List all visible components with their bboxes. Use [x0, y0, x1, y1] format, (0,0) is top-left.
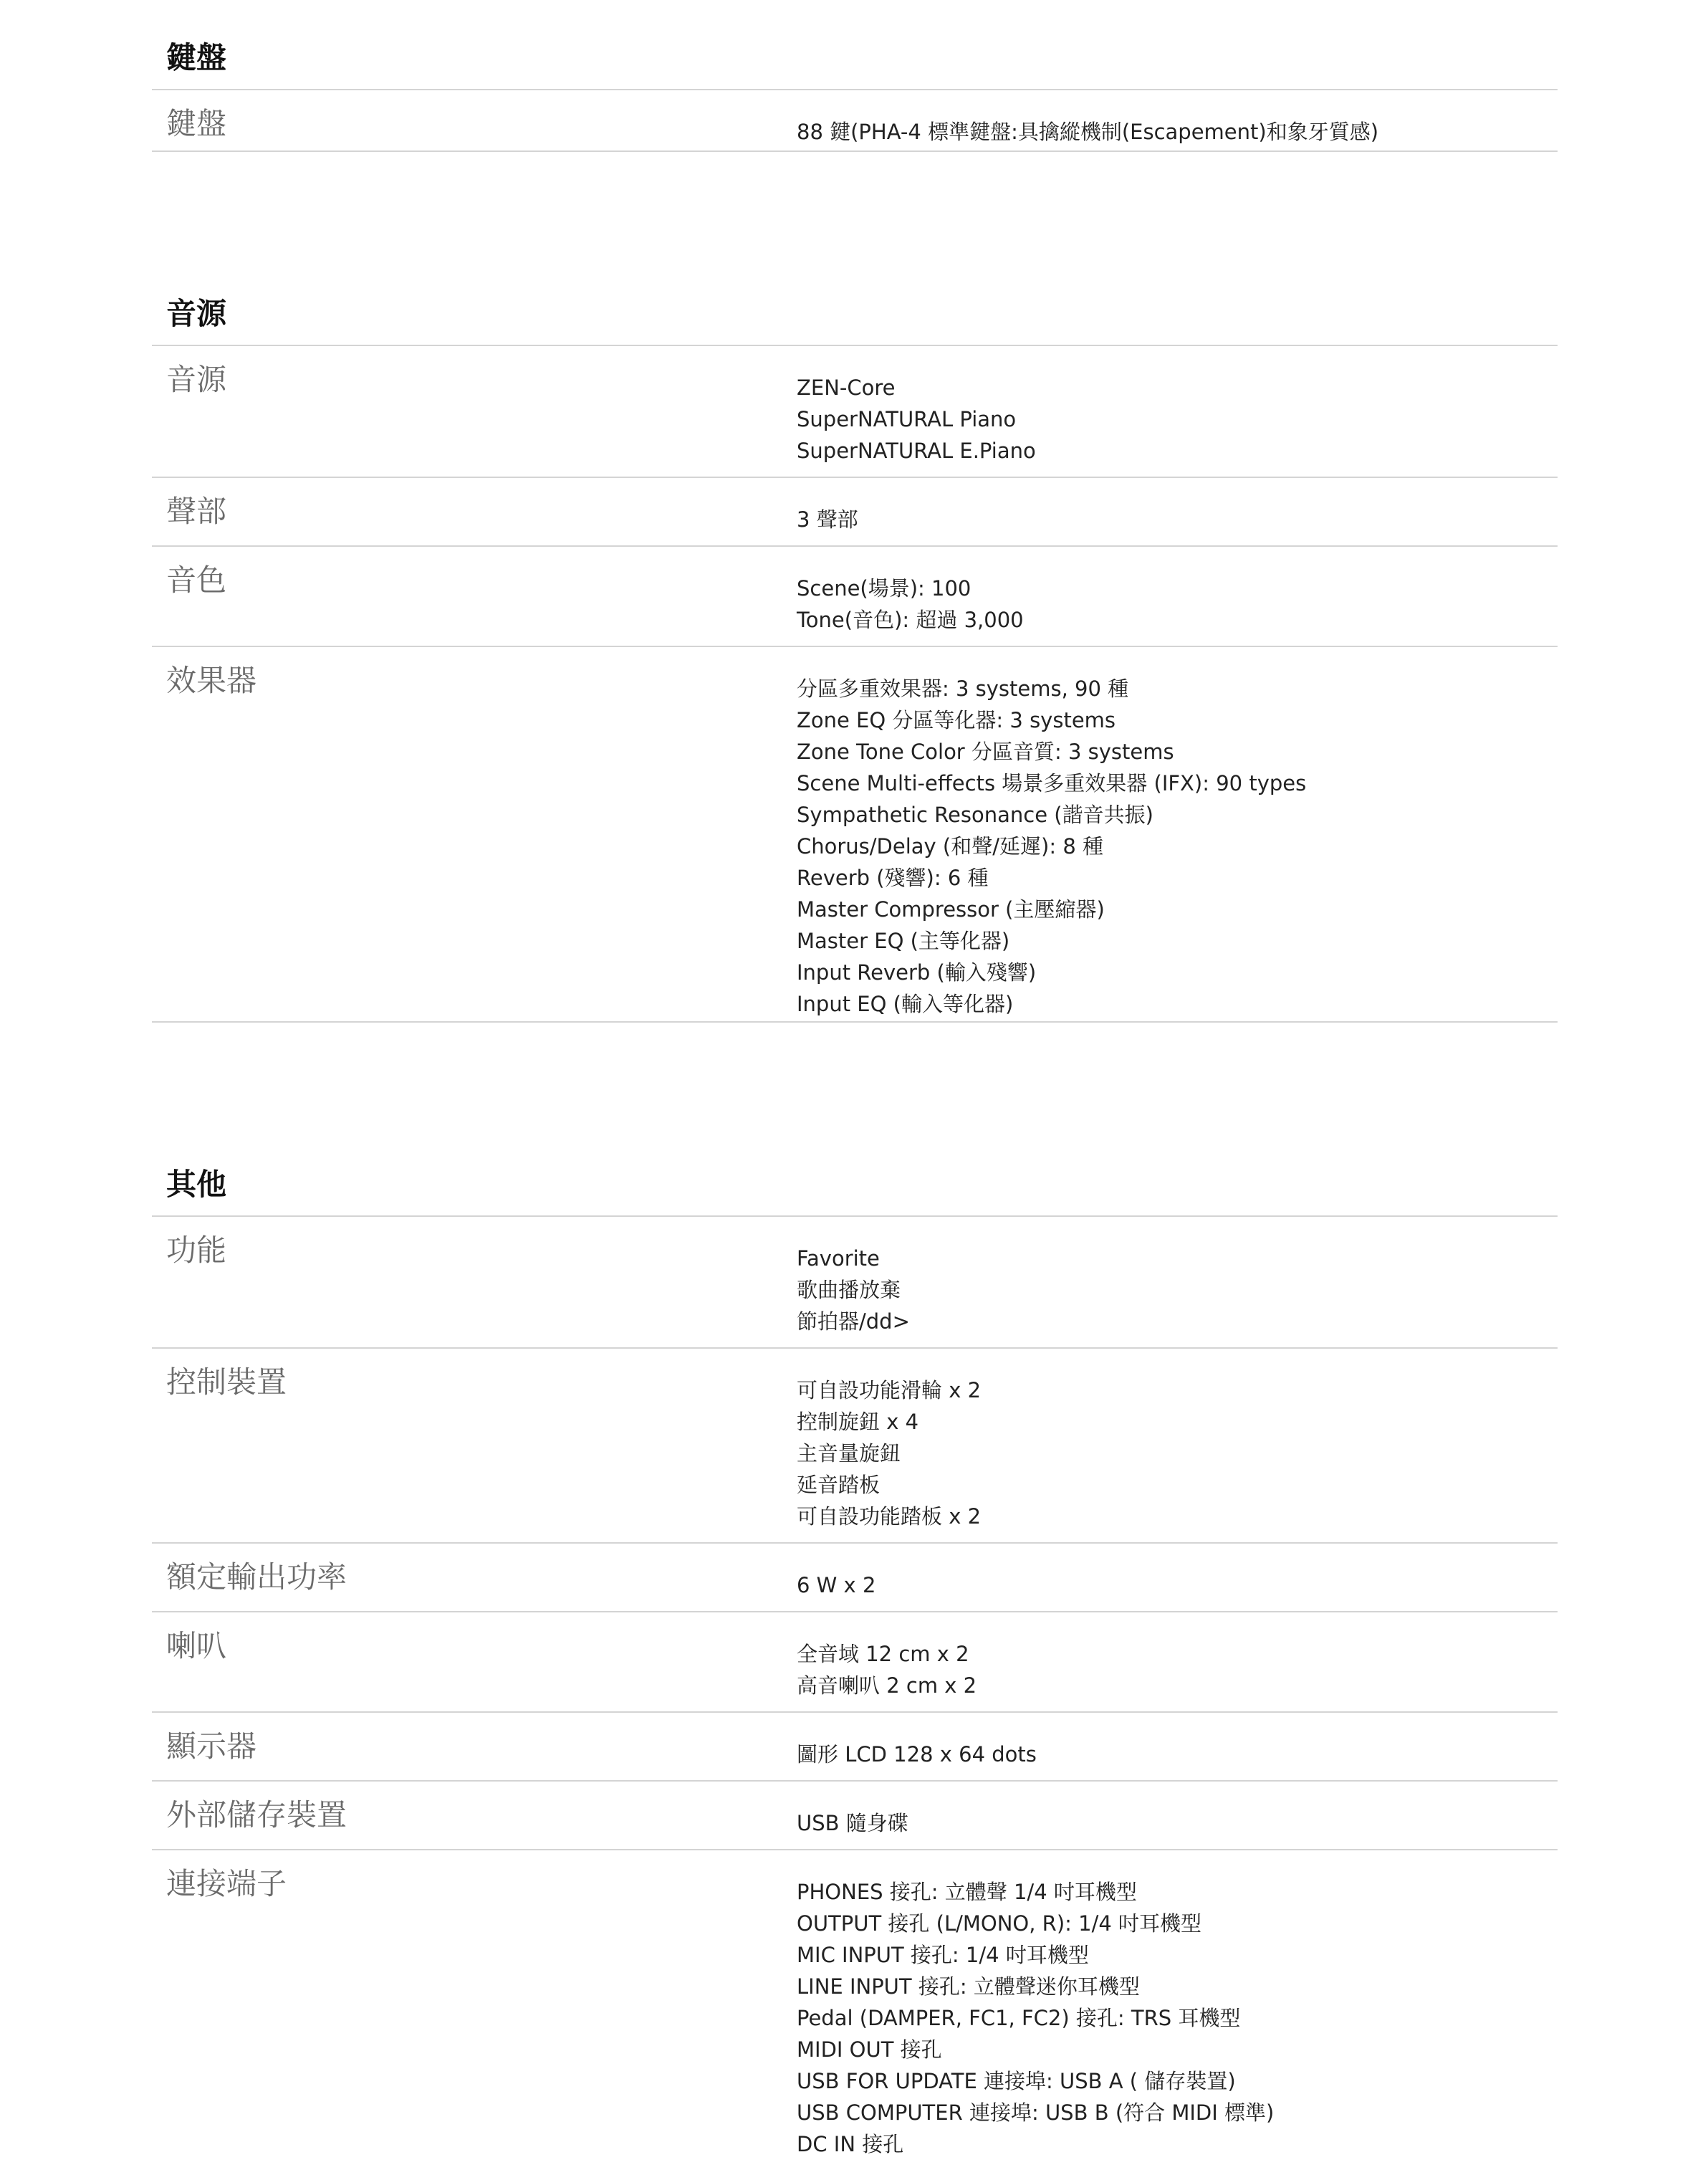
- spec-value: PHONES 接孔: 立體聲 1/4 吋耳機型: [797, 1880, 1137, 1904]
- spec-values: [797, 1569, 875, 1601]
- spec-table: [152, 345, 1558, 1023]
- spec-label: 效果器: [166, 663, 257, 698]
- spec-value: 分區多重效果器: 3 systems, 90 種: [797, 677, 1129, 701]
- spec-value: 節拍器/dd>: [797, 1309, 910, 1334]
- spec-value: ZEN-Core: [797, 376, 896, 400]
- spec-value: 延音踏板: [797, 1473, 881, 1497]
- spec-values: [797, 504, 858, 535]
- spec-value: DC IN 接孔: [797, 2132, 904, 2156]
- spec-value: Input Reverb (輸入殘響): [797, 960, 1037, 985]
- spec-value: 可自設功能踏板 x 2: [797, 1504, 982, 1529]
- spec-label: 額定輸出功率: [166, 1559, 347, 1595]
- spec-value: 主音量旋鈕: [797, 1441, 901, 1466]
- spec-values: [797, 116, 1378, 148]
- section-title: 音源: [166, 296, 227, 331]
- spec-value: USB 隨身碟: [797, 1811, 908, 1835]
- spec-label: 連接端子: [166, 1866, 287, 1901]
- spec-label: 控制裝置: [166, 1364, 287, 1400]
- spec-row: [152, 1217, 1558, 1349]
- spec-value: SuperNATURAL E.Piano: [797, 439, 1036, 463]
- spec-value: MIC INPUT 接孔: 1/4 吋耳機型: [797, 1943, 1089, 1967]
- spec-values: [797, 1739, 1037, 1770]
- spec-row: [152, 1782, 1558, 1850]
- section-title: 鍵盤: [166, 40, 227, 75]
- spec-label: 鍵盤: [166, 106, 227, 141]
- spec-label: 聲部: [166, 494, 227, 529]
- spec-row: [152, 1850, 1558, 2180]
- spec-value: MIDI OUT 接孔: [797, 2037, 942, 2062]
- spec-values: [797, 372, 1036, 467]
- spec-value: Master Compressor (主壓縮器): [797, 897, 1105, 922]
- spec-value: USB COMPUTER 連接埠: USB B (符合 MIDI 標準): [797, 2100, 1275, 2125]
- spec-value: 3 聲部: [797, 507, 858, 532]
- spec-value: 控制旋鈕 x 4: [797, 1410, 919, 1434]
- spec-row: [152, 547, 1558, 647]
- spec-row: [152, 478, 1558, 547]
- spec-label: 顯示器: [166, 1729, 257, 1764]
- spec-values: [797, 1876, 1274, 2160]
- spec-value: USB FOR UPDATE 連接埠: USB A ( 儲存裝置): [797, 2069, 1236, 2093]
- spec-value: 高音喇叭 2 cm x 2: [797, 1673, 977, 1698]
- spec-value: Zone Tone Color 分區音質: 3 systems: [797, 740, 1174, 764]
- spec-value: Scene Multi-effects 場景多重效果器 (IFX): 90 types: [797, 771, 1307, 795]
- spec-row: [152, 346, 1558, 478]
- spec-value: 全音域 12 cm x 2: [797, 1642, 969, 1666]
- spec-value: Pedal (DAMPER, FC1, FC2) 接孔: TRS 耳機型: [797, 2006, 1241, 2030]
- spec-value: Input EQ (輸入等化器): [797, 992, 1014, 1016]
- spec-row: [152, 1349, 1558, 1544]
- spec-value: Tone(音色): 超過 3,000: [797, 608, 1024, 632]
- spec-label: 外部儲存裝置: [166, 1797, 347, 1832]
- spec-value: Zone EQ 分區等化器: 3 systems: [797, 708, 1116, 732]
- spec-values: [797, 673, 1306, 1020]
- spec-value: Chorus/Delay (和聲/延遲): 8 種: [797, 834, 1103, 859]
- spec-row: [152, 1544, 1558, 1612]
- spec-label: 音色: [166, 563, 227, 598]
- spec-value: OUTPUT 接孔 (L/MONO, R): 1/4 吋耳機型: [797, 1911, 1202, 1936]
- spec-table: [152, 1215, 1558, 2180]
- spec-row: [152, 90, 1558, 152]
- spec-value: 可自設功能滑輪 x 2: [797, 1378, 982, 1402]
- spec-values: [797, 1807, 908, 1839]
- spec-value: 歌曲播放棄: [797, 1278, 901, 1302]
- spec-table: [152, 89, 1558, 152]
- spec-values: [797, 1638, 977, 1701]
- spec-value: LINE INPUT 接孔: 立體聲迷你耳機型: [797, 1974, 1140, 1999]
- spec-values: [797, 1243, 910, 1337]
- spec-values: [797, 573, 1024, 636]
- spec-row: [152, 1612, 1558, 1713]
- spec-label: 功能: [166, 1233, 227, 1268]
- spec-value: Master EQ (主等化器): [797, 929, 1010, 953]
- spec-row: [152, 647, 1558, 1023]
- spec-label: 音源: [166, 362, 227, 397]
- spec-values: [797, 1375, 981, 1532]
- spec-value: Scene(場景): 100: [797, 576, 971, 601]
- spec-value: Reverb (殘響): 6 種: [797, 866, 989, 890]
- section-title: 其他: [166, 1167, 227, 1202]
- spec-label: 喇叭: [166, 1628, 227, 1663]
- spec-value: 圖形 LCD 128 x 64 dots: [797, 1742, 1037, 1767]
- spec-value: 6 W x 2: [797, 1573, 876, 1597]
- spec-value: SuperNATURAL Piano: [797, 407, 1017, 431]
- spec-value: 88 鍵(PHA-4 標準鍵盤:具擒縱機制(Escapement)和象牙質感): [797, 120, 1379, 144]
- spec-row: [152, 1713, 1558, 1782]
- spec-value: Sympathetic Resonance (諧音共振): [797, 803, 1153, 827]
- spec-value: Favorite: [797, 1246, 880, 1271]
